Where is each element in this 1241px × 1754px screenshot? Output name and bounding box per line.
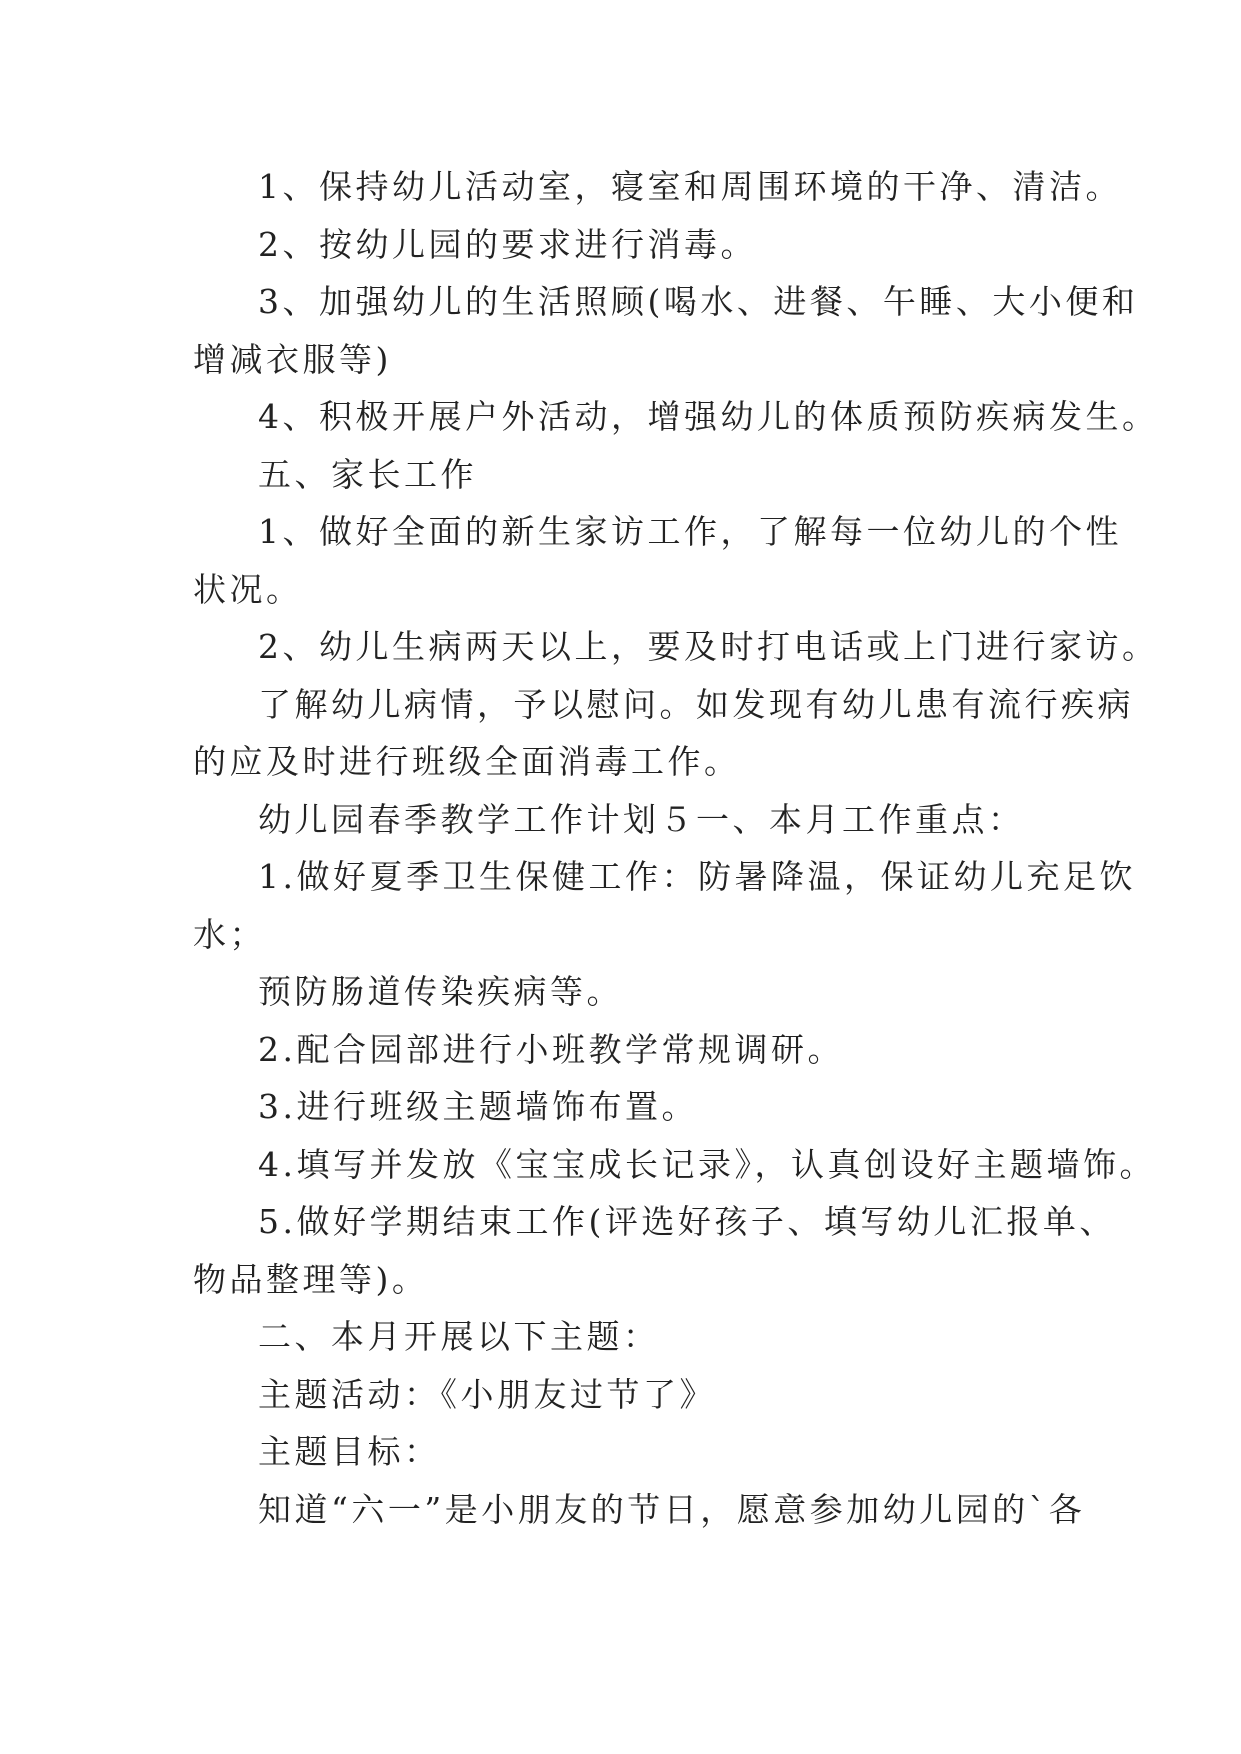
text-line: 3.进行班级主题墙饰布置。 — [258, 1087, 698, 1126]
text-line: 2.配合园部进行小班教学常规调研。 — [258, 1029, 844, 1069]
text-line: 2、幼儿生病两天以上，要及时打电话或上门进行家访。 — [258, 627, 1159, 666]
text-line: 1、做好全面的新生家访工作，了解每一位幼儿的个性 — [258, 512, 1122, 551]
text-line: 主题目标： — [258, 1432, 441, 1471]
text-line: 4.填写并发放《宝宝成长记录》，认真创设好主题墙饰。 — [258, 1144, 1156, 1184]
text-line: 增减衣服等) — [193, 339, 392, 379]
text-line: 预防肠道传染疾病等。 — [258, 972, 623, 1011]
text-line: 3、加强幼儿的生活照顾(喝水、进餐、午睡、大小便和 — [258, 282, 1139, 321]
text-line: 水； — [193, 914, 266, 954]
section-heading: 二、本月开展以下主题： — [258, 1317, 660, 1356]
text-line: 4、积极开展户外活动，增强幼儿的体质预防疾病发生。 — [258, 397, 1159, 436]
text-line: 物品整理等)。 — [193, 1259, 429, 1299]
text-line: 的应及时进行班级全面消毒工作。 — [193, 742, 741, 781]
text-line: 2、按幼儿园的要求进行消毒。 — [258, 224, 757, 264]
section-heading: 幼儿园春季教学工作计划５一、本月工作重点： — [258, 799, 1025, 839]
text-line: 知道“六一”是小朋友的节日，愿意参加幼儿园的`各 — [258, 1489, 1086, 1529]
text-line: 1.做好夏季卫生保健工作：防暑降温，保证幼儿充足饮 — [258, 857, 1136, 896]
section-heading: 五、家长工作 — [258, 454, 477, 494]
text-line: 了解幼儿病情，予以慰问。如发现有幼儿患有流行疾病 — [258, 684, 1134, 724]
text-line: 状况。 — [193, 569, 303, 609]
text-line: 主题活动：《小朋友过节了》 — [258, 1374, 716, 1414]
text-line: 5.做好学期结束工作(评选好孩子、填写幼儿汇报单、 — [258, 1202, 1116, 1241]
text-line: 1、保持幼儿活动室，寝室和周围环境的干净、清洁。 — [258, 167, 1122, 206]
document-body — [193, 158, 1159, 1538]
